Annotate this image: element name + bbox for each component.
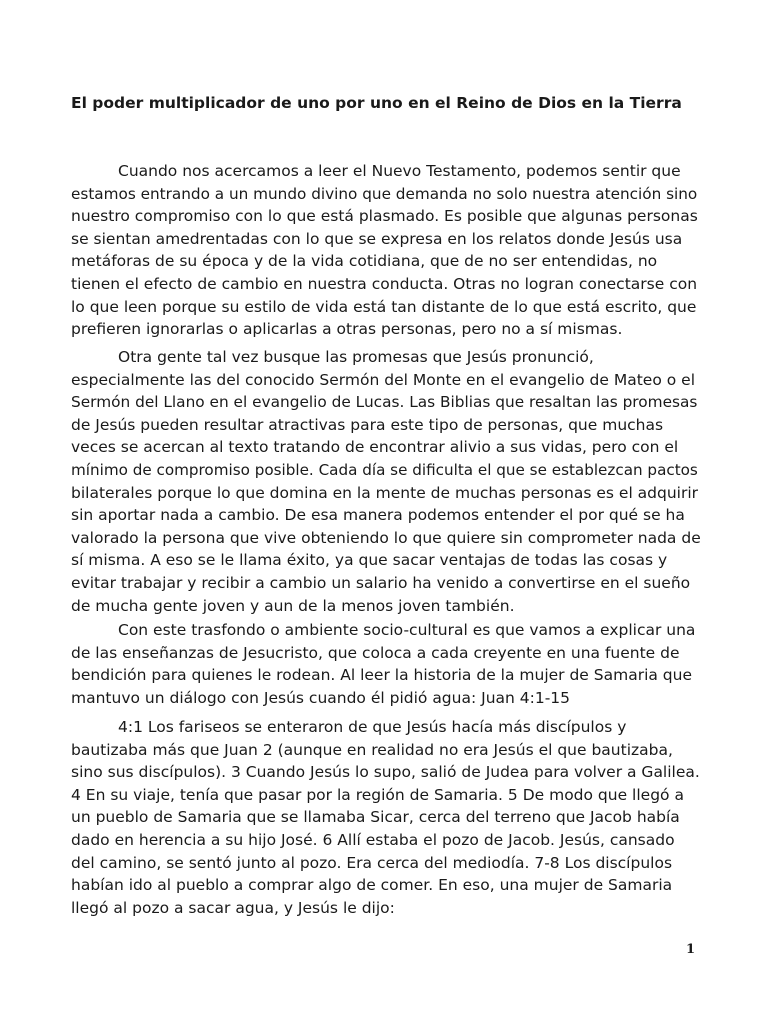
paragraph-1 (71, 160, 701, 341)
paragraph-line: Con este trasfondo o ambiente socio-cultural es que vamos a explicar una (118, 621, 696, 639)
paragraph-line: del camino, se sentó junto al pozo. Era cerca del mediodía. 7-8 Los discípulos (71, 853, 673, 872)
paragraph-line: evitar trabajar y recibir a cambio un salario ha venido a convertirse en el sueño (71, 573, 691, 592)
paragraph-line: mantuvo un diálogo con Jesús cuando él pidió agua: Juan 4:1-15 (71, 688, 571, 707)
paragraph-line: 4:1 Los fariseos se enteraron de que Jesús hacía más discípulos y (118, 718, 627, 736)
paragraph-line: de las enseñanzas de Jesucristo, que coloca a cada creyente en una fuente de (71, 643, 680, 662)
paragraph-line: Otra gente tal vez busque las promesas que Jesús pronunció, (118, 348, 594, 366)
paragraph-line: veces se acercan al texto tratando de encontrar alivio a sus vidas, pero con el (71, 438, 679, 457)
paragraph-line: sino sus discípulos). 3 Cuando Jesús lo supo, salió de Judea para volver a Galilea. (71, 763, 700, 782)
paragraph-2 (71, 346, 701, 617)
paragraph-line: llegó al pozo a sacar agua, y Jesús le dijo: (71, 898, 395, 917)
paragraph-line: bendición para quienes le rodean. Al leer la historia de la mujer de Samaria que (71, 666, 692, 685)
paragraph-line: metáforas de su época y de la vida cotidiana, que de no ser entendidas, no (71, 252, 658, 271)
paragraph-line: 4 En su viaje, tenía que pasar por la región de Samaria. 5 De modo que llegó a (71, 785, 684, 804)
paragraph-line: bilaterales porque lo que domina en la mente de muchas personas es el adquirir (71, 483, 699, 502)
paragraph-line: un pueblo de Samaria que se llamaba Sicar, cerca del terreno que Jacob había (71, 808, 680, 827)
paragraph-4 (71, 716, 701, 919)
paragraph-line: valorado la persona que vive obteniendo lo que quiere sin comprometer nada de (71, 528, 701, 547)
document-title: El poder multiplicador de uno por uno en el Reino de Dios en la Tierra (71, 94, 682, 112)
paragraph-line: dado en herencia a su hijo José. 6 Allí estaba el pozo de Jacob. Jesús, cansado (71, 830, 675, 849)
paragraph-line: lo que leen porque su estilo de vida está tan distante de lo que está escrito, que (71, 297, 697, 316)
paragraph-line: nuestro compromiso con lo que está plasmado. Es posible que algunas personas (71, 207, 698, 226)
paragraph-3 (71, 619, 701, 709)
paragraph-line: Cuando nos acercamos a leer el Nuevo Testamento, podemos sentir que (118, 162, 681, 180)
paragraph-line: bautizaba más que Juan 2 (aunque en realidad no era Jesús el que bautizaba, (71, 740, 673, 759)
page-number: 1 (686, 942, 696, 957)
paragraph-line: se sientan amedrentadas con lo que se expresa en los relatos donde Jesús usa (71, 229, 683, 248)
paragraph-line: sí misma. A eso se le llama éxito, ya que sacar ventajas de todas las cosas y (71, 551, 668, 570)
paragraph-line: de Jesús pueden resultar atractivas para este tipo de personas, que muchas (71, 415, 664, 434)
paragraph-line: prefieren ignorarlas o aplicarlas a otras personas, pero no a sí mismas. (71, 320, 623, 339)
paragraph-line: estamos entrando a un mundo divino que demanda no solo nuestra atención sino (71, 184, 698, 203)
paragraph-line: Sermón del Llano en el evangelio de Lucas. Las Biblias que resaltan las promesas (71, 393, 698, 412)
paragraph-line: mínimo de compromiso posible. Cada día se dificulta el que se establezcan pactos (71, 460, 698, 479)
paragraph-line: habían ido al pueblo a comprar algo de comer. En eso, una mujer de Samaria (71, 876, 673, 895)
paragraph-line: tienen el efecto de cambio en nuestra conducta. Otras no logran conectarse con (71, 274, 698, 293)
paragraph-line: sin aportar nada a cambio. De esa manera podemos entender el por qué se ha (71, 506, 685, 525)
paragraph-line: especialmente las del conocido Sermón del Monte en el evangelio de Mateo o el (71, 370, 695, 389)
paragraph-line: de mucha gente joven y aun de la menos joven también. (71, 596, 515, 615)
